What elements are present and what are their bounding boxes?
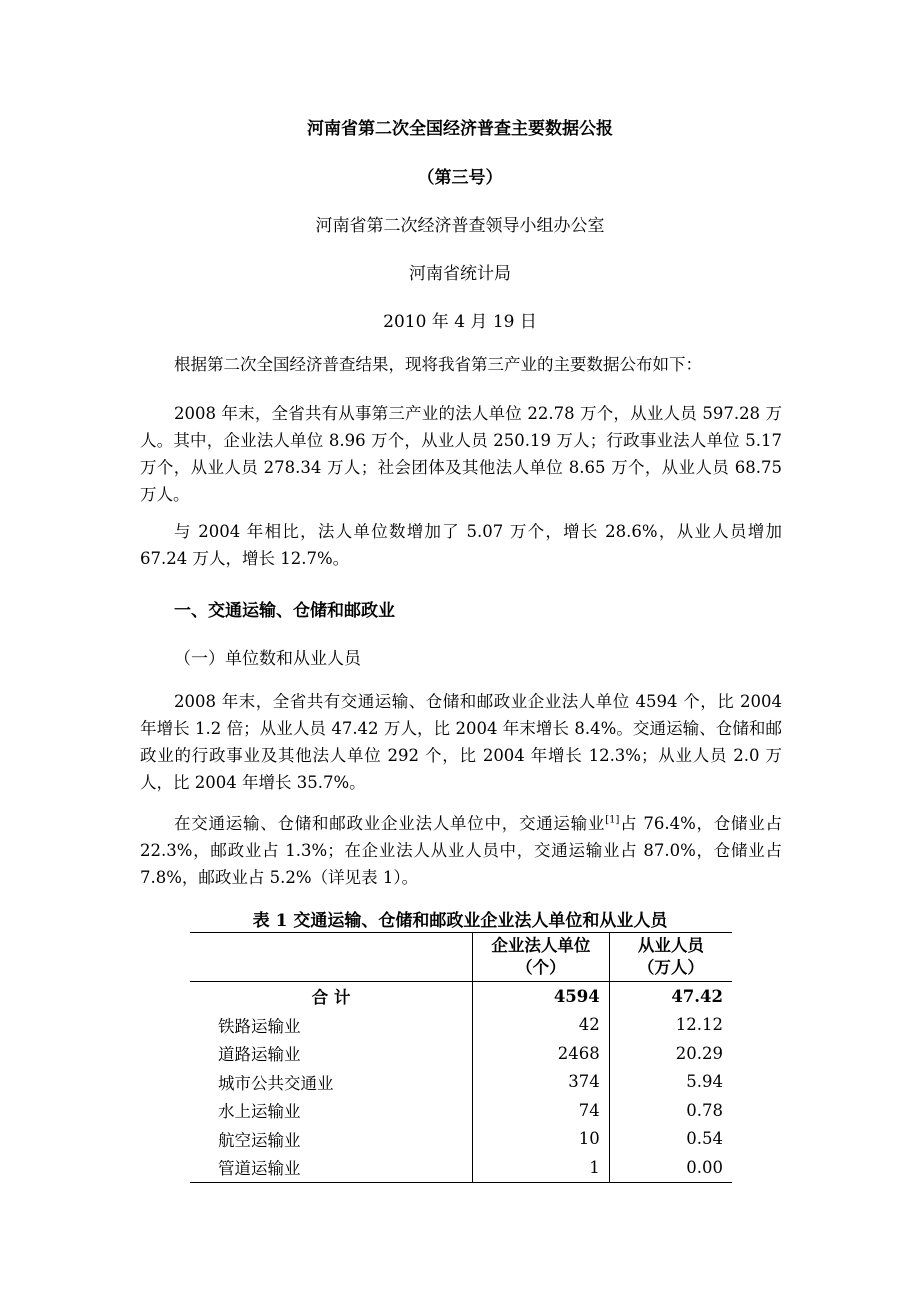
header-units-label: 企业法人单位 [491,936,591,955]
table-row [190,1011,732,1040]
table-row [190,1153,732,1182]
header-employees [609,933,732,982]
row-employees: 5.94 [609,1068,732,1097]
data-table [190,932,732,1183]
subsection-heading: （一）单位数和从业人员 [174,649,361,669]
paragraph-transport-share [140,810,782,891]
row-employees: 0.54 [609,1125,732,1154]
share-text-after: 占 76.4%，仓储业占 22.3%，邮政业占 1.3%；在企业法人从业人员中，交通运输业占 87.0%，仓储业占 7.8%，邮政业占 5.2%（详见表 1）。 [140,814,782,887]
footnote-marker[interactable]: [1] [605,814,620,826]
section-heading: 一、交通运输、仓储和邮政业 [174,601,395,621]
row-units: 42 [472,1011,609,1040]
row-employees: 0.78 [609,1096,732,1125]
total-employees: 47.42 [609,982,732,1011]
issuer-bureau: 河南省统计局 [409,264,511,284]
table-row [190,1039,732,1068]
table-title: 表 1 交通运输、仓储和邮政业企业法人单位和从业人员 [252,911,668,931]
header-units-unit: （个） [516,958,566,977]
paragraph-overview: 2008 年末，全省共有从事第三产业的法人单位 22.78 万个，从业人员 597.28 万人。其中，企业法人单位 8.96 万个，从业人员 250.19 万人；行政事业法人单位 5.17 万个，从业人员 278.34 万人；社会团体及其他法人单位 8.65 万个，从业人员 68.75 万人。 [140,404,782,504]
paragraph-comparison: 与 2004 年相比，法人单位数增加了 5.07 万个，增长 28.6%，从业人员增加 67.24 万人，增长 12.7%。 [140,522,782,568]
row-label: 铁路运输业 [218,1016,301,1036]
issuer-office: 河南省第二次经济普查领导小组办公室 [315,216,605,236]
row-label: 水上运输业 [218,1102,301,1122]
total-units: 4594 [472,982,609,1011]
table-row [190,1068,732,1097]
table-row-total [190,982,732,1011]
header-blank [190,933,472,982]
row-label: 管道运输业 [190,1153,472,1182]
header-employees-unit: （万人） [637,958,704,977]
row-units: 374 [472,1068,609,1097]
row-units: 2468 [472,1039,609,1068]
table-row [190,1125,732,1154]
bulletin-number: （第三号） [417,168,503,188]
row-units: 10 [472,1125,609,1154]
header-employees-label: 从业人员 [637,936,704,955]
row-employees: 12.12 [609,1011,732,1040]
row-label: 航空运输业 [218,1130,301,1150]
table-row [190,1096,732,1125]
paragraph-transport-units: 2008 年末，全省共有交通运输、仓储和邮政业企业法人单位 4594 个，比 2004 年增长 1.2 倍；从业人员 47.42 万人，比 2004 年末增长 8.4%。交通运输、仓储和邮政业的行政事业及其他法人单位 292 个，比 2004 年增长 12.3%；从业人员 2.0 万人，比 2004 年增长 35.7%。 [140,692,782,792]
document-title: 河南省第二次全国经济普查主要数据公报 [307,119,613,139]
header-units [472,933,609,982]
share-text-before: 在交通运输、仓储和邮政业企业法人单位中，交通运输业 [174,814,606,833]
intro-paragraph: 根据第二次全国经济普查结果，现将我省第三产业的主要数据公布如下： [174,355,702,374]
total-label: 合 计 [311,988,351,1008]
table-header-row [190,933,732,982]
row-units: 1 [472,1153,609,1182]
row-label: 道路运输业 [218,1045,301,1065]
row-units: 74 [472,1096,609,1125]
row-label: 城市公共交通业 [218,1073,334,1093]
row-employees: 20.29 [609,1039,732,1068]
row-employees: 0.00 [609,1153,732,1182]
publish-date: 2010 年 4 月 19 日 [383,312,537,332]
